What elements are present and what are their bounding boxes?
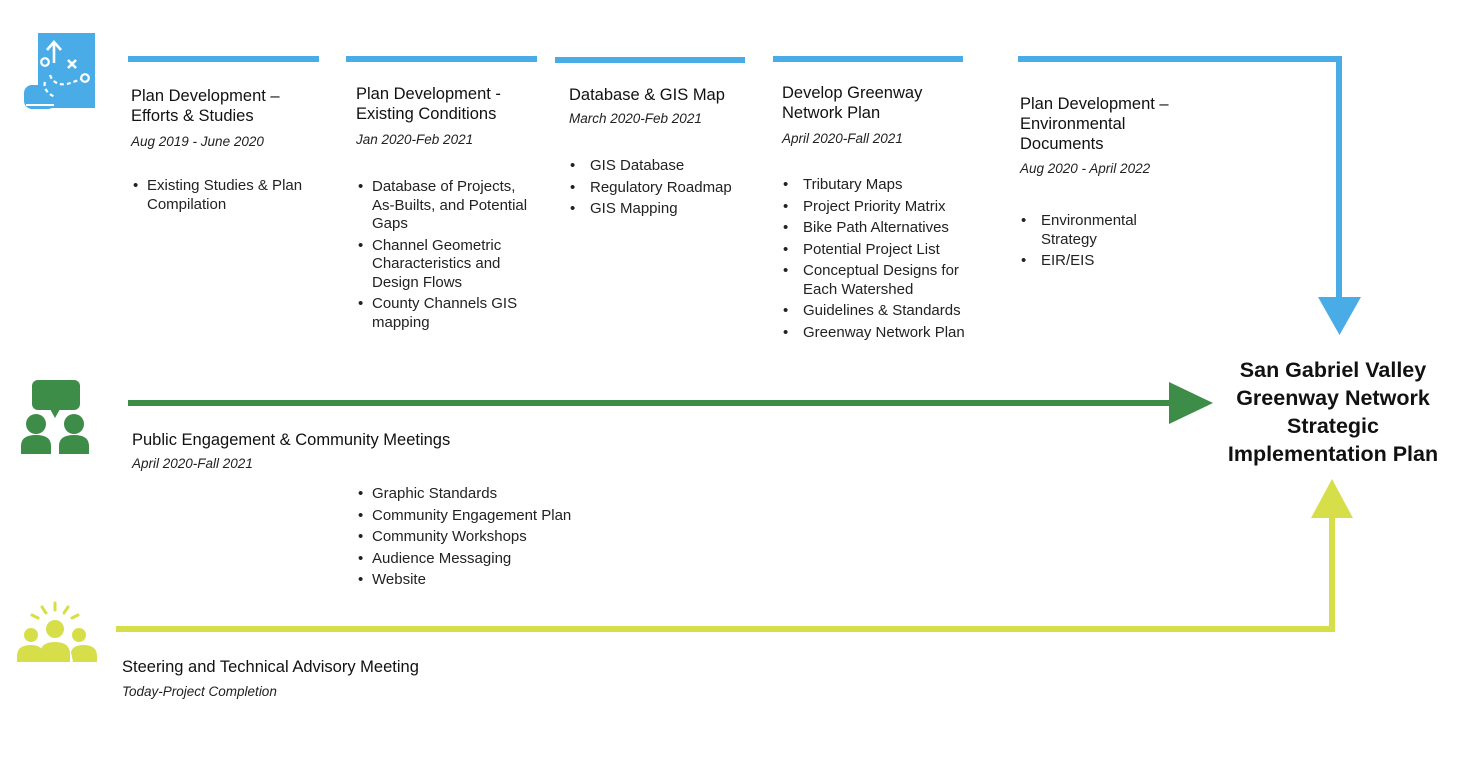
phase-title: Plan Development - Existing Conditions xyxy=(356,85,501,123)
team-meeting-icon xyxy=(15,600,99,664)
phase-title: Develop Greenway Network Plan xyxy=(782,84,923,122)
phase-date: Jan 2020-Feb 2021 xyxy=(356,132,474,147)
list-item: • Greenway Network Plan xyxy=(781,324,981,343)
list-item: • EIR/EIS xyxy=(1019,252,1179,271)
plan-timeline-segment xyxy=(773,56,963,62)
strategy-board-icon xyxy=(24,33,96,109)
engagement-timeline-line xyxy=(128,400,1178,406)
phase-date: Aug 2019 - June 2020 xyxy=(131,134,264,149)
list-item: • Project Priority Matrix xyxy=(781,198,981,217)
phase-title: Plan Development – Efforts & Studies xyxy=(131,87,280,125)
phase-task-list xyxy=(568,157,758,222)
engagement-title: Public Engagement & Community Meetings xyxy=(132,431,451,449)
steering-title: Steering and Technical Advisory Meeting xyxy=(122,658,419,676)
phase-task-list xyxy=(358,178,540,335)
list-item: • Tributary Maps xyxy=(781,176,981,195)
plan-arrow-down xyxy=(1318,297,1361,335)
phase-task-list xyxy=(781,176,981,345)
list-item: • Potential Project List xyxy=(781,241,981,260)
goal-title-line: Strategic xyxy=(1286,414,1379,438)
list-item: • Channel Geometric Characteristics and Design Flows xyxy=(358,237,540,293)
discussion-group-icon xyxy=(20,378,90,456)
list-item: • Audience Messaging xyxy=(358,550,618,569)
list-item: • Existing Studies & Plan Compilation xyxy=(133,177,313,214)
list-item: • Conceptual Designs for Each Watershed xyxy=(781,262,981,299)
list-item: • GIS Database xyxy=(568,157,758,176)
steering-timeline-connector xyxy=(116,512,1332,629)
list-item: • Community Engagement Plan xyxy=(358,507,618,526)
phase-date: Aug 2020 - April 2022 xyxy=(1020,161,1151,176)
goal-title-line: San Gabriel Valley xyxy=(1239,358,1427,382)
list-item: • Environmental Strategy xyxy=(1019,212,1179,249)
goal-title-line: Greenway Network xyxy=(1236,386,1430,410)
steering-arrow-up xyxy=(1311,479,1353,518)
phase-date: April 2020-Fall 2021 xyxy=(782,131,903,146)
phase-task-list xyxy=(133,177,313,217)
list-item: • Graphic Standards xyxy=(358,485,618,504)
phase-date: March 2020-Feb 2021 xyxy=(569,111,702,126)
list-item: • Bike Path Alternatives xyxy=(781,219,981,238)
plan-timeline-segment xyxy=(346,56,537,62)
list-item: • Regulatory Roadmap xyxy=(568,179,758,198)
phase-task-list xyxy=(1019,212,1179,274)
goal-title-line: Implementation Plan xyxy=(1227,442,1439,466)
list-item: • GIS Mapping xyxy=(568,200,758,219)
engagement-date: April 2020-Fall 2021 xyxy=(132,456,253,471)
list-item: • Community Workshops xyxy=(358,528,618,547)
goal-title xyxy=(1206,356,1460,468)
steering-date: Today-Project Completion xyxy=(122,684,277,699)
plan-timeline-segment xyxy=(128,56,319,62)
list-item: • Guidelines & Standards xyxy=(781,302,981,321)
engagement-task-list xyxy=(358,485,618,593)
list-item: • County Channels GIS mapping xyxy=(358,295,540,332)
phase-title: Plan Development – Environmental Documents xyxy=(1020,95,1169,153)
phase-title: Database & GIS Map xyxy=(569,86,725,104)
list-item: • Website xyxy=(358,571,618,590)
plan-timeline-segment xyxy=(555,57,745,63)
list-item: • Database of Projects, As-Builts, and Potential Gaps xyxy=(358,178,540,234)
